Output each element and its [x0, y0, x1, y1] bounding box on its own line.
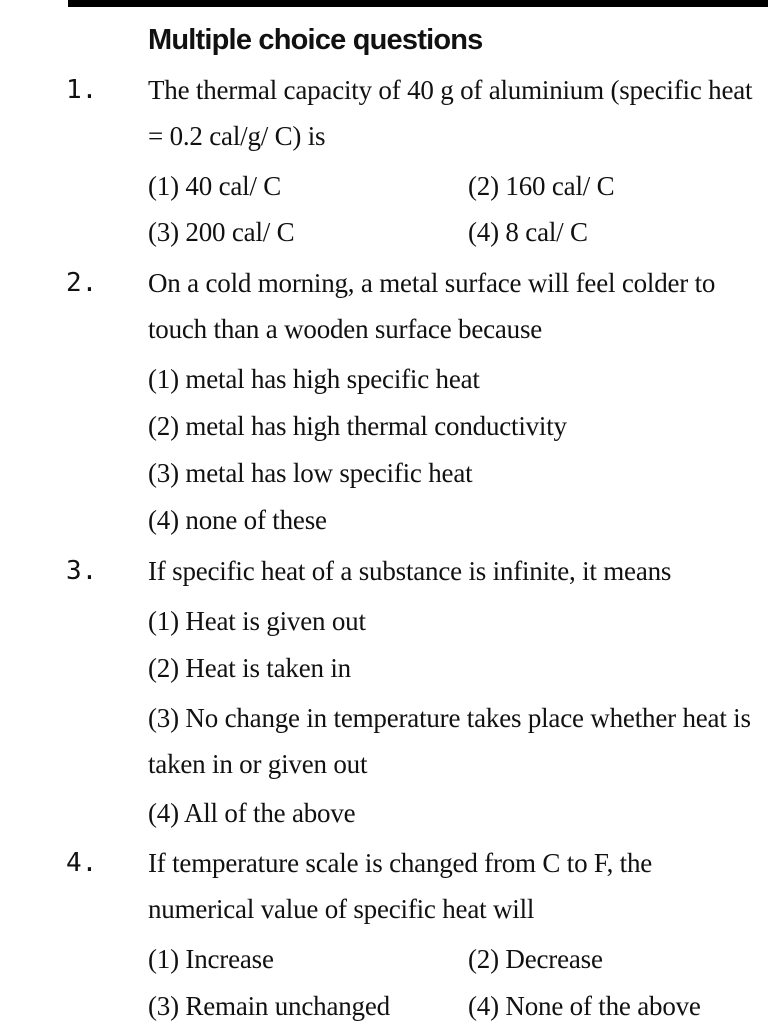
question-number: 1. — [66, 75, 98, 105]
question-number: 2. — [66, 268, 98, 298]
top-rule — [68, 0, 768, 7]
question-text: If temperature scale is changed from C to F, the numerical value of specific heat will — [148, 848, 653, 924]
option-4[interactable]: (4) none of these — [148, 505, 327, 535]
question-text: The thermal capacity of 40 g of aluminium (specific heat = 0.2 cal/g/ C) is — [148, 75, 753, 151]
option-1[interactable]: (1) Increase — [148, 944, 274, 974]
question-text: If specific heat of a substance is infinite, it means — [148, 556, 672, 586]
option-2[interactable]: (2) Decrease — [468, 944, 603, 974]
option-4[interactable]: (4) 8 cal/ C — [468, 217, 588, 247]
option-1[interactable]: (1) Heat is given out — [148, 606, 366, 636]
option-2[interactable]: (2) Heat is taken in — [148, 653, 351, 683]
page-title: Multiple choice questions — [148, 24, 483, 56]
option-3[interactable]: (3) 200 cal/ C — [148, 217, 295, 247]
question-number: 4. — [66, 848, 98, 878]
option-3[interactable]: (3) metal has low specific heat — [148, 458, 473, 488]
option-3[interactable]: (3) Remain unchanged — [148, 991, 390, 1021]
option-1[interactable]: (1) 40 cal/ C — [148, 171, 282, 201]
question-number: 3. — [66, 556, 98, 586]
option-4[interactable]: (4) None of the above — [468, 991, 701, 1021]
question-text: On a cold morning, a metal surface will feel colder to touch than a wooden surface because — [148, 268, 716, 344]
option-4[interactable]: (4) All of the above — [148, 798, 356, 828]
option-2[interactable]: (2) metal has high thermal conductivity — [148, 411, 567, 441]
option-1[interactable]: (1) metal has high specific heat — [148, 364, 480, 394]
option-3[interactable]: (3) No change in temperature takes place whether heat is taken in or given out — [148, 703, 751, 779]
option-2[interactable]: (2) 160 cal/ C — [468, 171, 615, 201]
